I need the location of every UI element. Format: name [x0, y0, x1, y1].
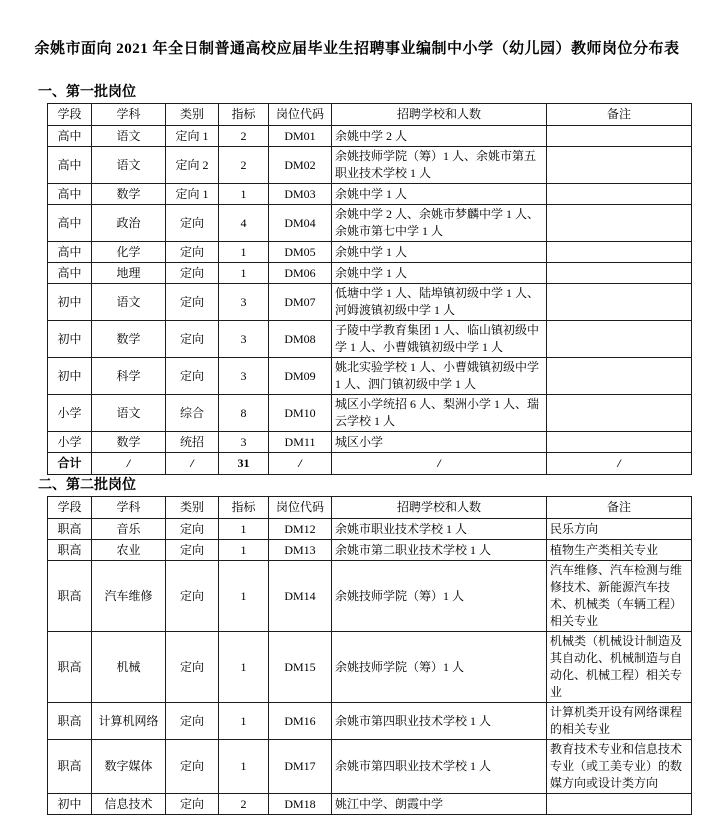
cell-remark: 民乐方向 [547, 519, 692, 540]
cell-code: / [269, 453, 332, 475]
cell-stage: 职高 [48, 703, 92, 740]
cell-quota: 1 [219, 740, 269, 794]
table-row [48, 632, 692, 703]
cell-stage: 高中 [48, 205, 92, 242]
cell-remark [547, 321, 692, 358]
cell-subject: 科学 [92, 358, 166, 395]
cell-quota: 1 [219, 263, 269, 284]
cell-quota: 1 [219, 242, 269, 263]
cell-category: 定向 [166, 284, 219, 321]
cell-code: DM12 [269, 519, 332, 540]
cell-category: 定向 [166, 740, 219, 794]
cell-remark: 计算机类开设有网络课程的相关专业 [547, 703, 692, 740]
cell-category: 定向 [166, 703, 219, 740]
cell-category: 定向 [166, 519, 219, 540]
cell-subject: 数学 [92, 432, 166, 453]
cell-schools: 城区小学 [332, 432, 547, 453]
cell-category: 定向 [166, 561, 219, 632]
table-row [48, 126, 692, 147]
cell-category: / [166, 453, 219, 475]
cell-quota: 3 [219, 432, 269, 453]
cell-quota: 2 [219, 147, 269, 184]
column-header-category: 类别 [166, 497, 219, 519]
cell-remark: 教育技术专业和信息技术专业（或工美专业）的数媒方向或设计类方向 [547, 740, 692, 794]
cell-quota: 1 [219, 632, 269, 703]
cell-schools: 余姚市第二职业技术学校 1 人 [332, 540, 547, 561]
cell-quota: 1 [219, 184, 269, 205]
cell-stage: 初中 [48, 321, 92, 358]
cell-stage: 职高 [48, 519, 92, 540]
cell-stage: 初中 [48, 794, 92, 815]
cell-code: DM15 [269, 632, 332, 703]
cell-stage: 职高 [48, 561, 92, 632]
cell-code: DM11 [269, 432, 332, 453]
cell-subject: 地理 [92, 263, 166, 284]
cell-schools: 低塘中学 1 人、陆埠镇初级中学 1 人、河姆渡镇初级中学 1 人 [332, 284, 547, 321]
cell-category: 定向 [166, 205, 219, 242]
cell-stage: 小学 [48, 432, 92, 453]
table-row [48, 242, 692, 263]
cell-stage: 高中 [48, 242, 92, 263]
cell-remark [547, 395, 692, 432]
cell-subject: 数学 [92, 184, 166, 205]
cell-category: 定向 [166, 358, 219, 395]
cell-quota: 1 [219, 519, 269, 540]
page-title: 余姚市面向 2021 年全日制普通高校应届毕业生招聘事业编制中小学（幼儿园）教师岗位分布表 [34, 41, 680, 57]
cell-subject: 语文 [92, 147, 166, 184]
table-row [48, 703, 692, 740]
cell-stage: 小学 [48, 395, 92, 432]
cell-code: DM16 [269, 703, 332, 740]
cell-schools: 姚江中学、朗霞中学 [332, 794, 547, 815]
table-row [48, 358, 692, 395]
header-row [48, 497, 692, 519]
cell-quota: 1 [219, 540, 269, 561]
cell-category: 定向 [166, 263, 219, 284]
cell-quota: 4 [219, 205, 269, 242]
cell-remark [547, 284, 692, 321]
batch1-table [47, 103, 692, 475]
cell-code: DM10 [269, 395, 332, 432]
column-header-quota: 指标 [219, 497, 269, 519]
cell-schools: 城区小学统招 6 人、梨洲小学 1 人、瑞云学校 1 人 [332, 395, 547, 432]
table-row [48, 561, 692, 632]
cell-schools: 余姚中学 2 人 [332, 126, 547, 147]
cell-code: DM07 [269, 284, 332, 321]
cell-remark: / [547, 453, 692, 475]
column-header-subject: 学科 [92, 497, 166, 519]
table-row [48, 321, 692, 358]
cell-category: 定向 [166, 794, 219, 815]
cell-category: 定向 1 [166, 184, 219, 205]
table-row [48, 740, 692, 794]
cell-subject: 政治 [92, 205, 166, 242]
cell-schools: 姚北实验学校 1 人、小曹娥镇初级中学 1 人、泗门镇初级中学 1 人 [332, 358, 547, 395]
column-header-quota: 指标 [219, 104, 269, 126]
cell-category: 定向 1 [166, 126, 219, 147]
cell-code: DM18 [269, 794, 332, 815]
cell-subject: 数字媒体 [92, 740, 166, 794]
cell-category: 综合 [166, 395, 219, 432]
column-header-code: 岗位代码 [269, 104, 332, 126]
cell-remark [547, 794, 692, 815]
cell-quota: 3 [219, 321, 269, 358]
header-row [48, 104, 692, 126]
cell-schools: 余姚技师学院（筹）1 人、余姚市第五职业技术学校 1 人 [332, 147, 547, 184]
cell-subject: / [92, 453, 166, 475]
cell-subject: 语文 [92, 395, 166, 432]
cell-category: 定向 [166, 242, 219, 263]
cell-schools: 余姚市第四职业技术学校 1 人 [332, 740, 547, 794]
cell-stage: 职高 [48, 632, 92, 703]
cell-code: DM05 [269, 242, 332, 263]
cell-schools: 余姚技师学院（筹）1 人 [332, 632, 547, 703]
cell-schools: 余姚中学 1 人 [332, 263, 547, 284]
cell-code: DM01 [269, 126, 332, 147]
cell-code: DM17 [269, 740, 332, 794]
total-row [48, 453, 692, 475]
cell-quota: 3 [219, 284, 269, 321]
cell-stage: 高中 [48, 126, 92, 147]
cell-remark [547, 263, 692, 284]
cell-stage: 初中 [48, 358, 92, 395]
column-header-stage: 学段 [48, 497, 92, 519]
cell-code: DM14 [269, 561, 332, 632]
cell-subject: 农业 [92, 540, 166, 561]
cell-category: 定向 [166, 540, 219, 561]
table-row [48, 184, 692, 205]
cell-category: 定向 2 [166, 147, 219, 184]
cell-schools: 余姚中学 2 人、余姚市梦麟中学 1 人、余姚市第七中学 1 人 [332, 205, 547, 242]
cell-schools: 子陵中学教育集团 1 人、临山镇初级中学 1 人、小曹娥镇初级中学 1 人 [332, 321, 547, 358]
cell-category: 统招 [166, 432, 219, 453]
cell-schools: 余姚中学 1 人 [332, 184, 547, 205]
cell-remark [547, 147, 692, 184]
cell-code: DM09 [269, 358, 332, 395]
cell-remark [547, 358, 692, 395]
cell-code: DM06 [269, 263, 332, 284]
batch2-table [47, 496, 692, 815]
cell-stage: 高中 [48, 263, 92, 284]
cell-stage: 高中 [48, 147, 92, 184]
cell-code: DM03 [269, 184, 332, 205]
cell-quota: 2 [219, 794, 269, 815]
cell-quota: 8 [219, 395, 269, 432]
table-row [48, 519, 692, 540]
cell-code: DM02 [269, 147, 332, 184]
cell-code: DM13 [269, 540, 332, 561]
table-row [48, 432, 692, 453]
cell-category: 定向 [166, 632, 219, 703]
column-header-schools: 招聘学校和人数 [332, 104, 547, 126]
cell-remark [547, 126, 692, 147]
cell-schools: 余姚中学 1 人 [332, 242, 547, 263]
cell-subject: 信息技术 [92, 794, 166, 815]
batch1-heading: 一、第一批岗位 [38, 85, 136, 100]
cell-subject: 计算机网络 [92, 703, 166, 740]
cell-code: DM04 [269, 205, 332, 242]
cell-remark: 机械类（机械设计制造及其自动化、机械制造与自动化、机械工程）相关专业 [547, 632, 692, 703]
cell-code: DM08 [269, 321, 332, 358]
cell-remark [547, 242, 692, 263]
cell-subject: 化学 [92, 242, 166, 263]
cell-quota: 2 [219, 126, 269, 147]
table-row [48, 395, 692, 432]
cell-stage: 高中 [48, 184, 92, 205]
cell-schools: / [332, 453, 547, 475]
column-header-code: 岗位代码 [269, 497, 332, 519]
cell-category: 定向 [166, 321, 219, 358]
cell-remark [547, 184, 692, 205]
table-row [48, 147, 692, 184]
cell-remark [547, 432, 692, 453]
cell-schools: 余姚市第四职业技术学校 1 人 [332, 703, 547, 740]
table-row [48, 284, 692, 321]
column-header-schools: 招聘学校和人数 [332, 497, 547, 519]
cell-subject: 音乐 [92, 519, 166, 540]
cell-remark [547, 205, 692, 242]
cell-subject: 语文 [92, 284, 166, 321]
table-row [48, 263, 692, 284]
column-header-remark: 备注 [547, 497, 692, 519]
cell-subject: 语文 [92, 126, 166, 147]
cell-subject: 机械 [92, 632, 166, 703]
table-row [48, 540, 692, 561]
cell-stage: 职高 [48, 540, 92, 561]
table-row [48, 205, 692, 242]
cell-stage: 职高 [48, 740, 92, 794]
cell-subject: 汽车维修 [92, 561, 166, 632]
cell-stage: 合计 [48, 453, 92, 475]
column-header-remark: 备注 [547, 104, 692, 126]
cell-schools: 余姚技师学院（筹）1 人 [332, 561, 547, 632]
cell-subject: 数学 [92, 321, 166, 358]
cell-remark: 汽车维修、汽车检测与维修技术、新能源汽车技术、机械类（车辆工程）相关专业 [547, 561, 692, 632]
cell-quota: 31 [219, 453, 269, 475]
cell-remark: 植物生产类相关专业 [547, 540, 692, 561]
table-row [48, 794, 692, 815]
cell-quota: 1 [219, 561, 269, 632]
column-header-category: 类别 [166, 104, 219, 126]
batch2-heading: 二、第二批岗位 [38, 478, 136, 493]
cell-schools: 余姚市职业技术学校 1 人 [332, 519, 547, 540]
cell-stage: 初中 [48, 284, 92, 321]
cell-quota: 3 [219, 358, 269, 395]
column-header-subject: 学科 [92, 104, 166, 126]
cell-quota: 1 [219, 703, 269, 740]
column-header-stage: 学段 [48, 104, 92, 126]
